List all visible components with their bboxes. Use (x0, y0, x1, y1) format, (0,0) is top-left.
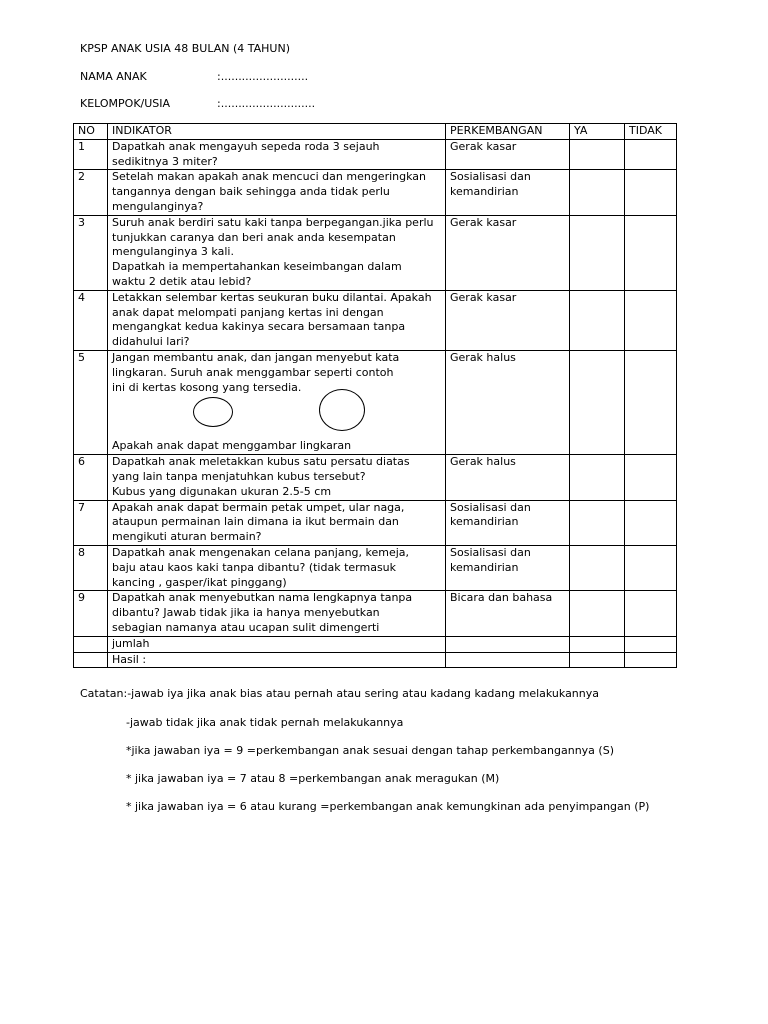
row-number: 3 (74, 215, 108, 290)
tidak-cell[interactable] (625, 139, 677, 170)
indicator-text: Suruh anak berdiri satu kaki tanpa berpegangan.jika perlu tunjukkan caranya dan beri anak anda kesempatan mengulanginya 3 kali. Dapatkah ia mempertahankan keseimbangan dalam waktu 2 detik atau lebid? (108, 215, 446, 290)
circle-examples (112, 395, 441, 439)
development-area: Sosialisasi dan kemandirian (446, 500, 570, 545)
table-row (74, 500, 677, 545)
tidak-cell[interactable] (625, 591, 677, 636)
table-row (74, 350, 677, 454)
row-number: 2 (74, 170, 108, 215)
name-field (80, 70, 309, 84)
table-row (74, 290, 677, 350)
form-title: KPSP ANAK USIA 48 BULAN (4 TAHUN) (80, 42, 290, 55)
tidak-cell[interactable] (625, 455, 677, 500)
result-label: Hasil : (108, 652, 446, 668)
circle-example-icon (193, 397, 233, 427)
indicator-text: Apakah anak dapat bermain petak umpet, ular naga, ataupun permainan lain dimana ia ikut bermain dan mengikuti aturan bermain? (108, 500, 446, 545)
development-area: Gerak kasar (446, 139, 570, 170)
tidak-cell[interactable] (625, 545, 677, 590)
table-row (74, 545, 677, 590)
indicator-text: Letakkan selembar kertas seukuran buku dilantai. Apakah anak dapat melompati panjang kertas ini dengan mengangkat kedua kakinya secara bersamaan tanpa didahului lari? (108, 290, 446, 350)
tidak-cell[interactable] (625, 170, 677, 215)
result-row (74, 652, 677, 668)
ya-total-cell[interactable] (570, 636, 625, 652)
table-row (74, 215, 677, 290)
ya-cell[interactable] (570, 591, 625, 636)
indicator-text: Jangan membantu anak, dan jangan menyebut kata lingkaran. Suruh anak menggambar seperti contoh ini di kertas kosong yang tersedia. (112, 350, 400, 394)
row-number: 5 (74, 350, 108, 454)
development-area: Gerak halus (446, 455, 570, 500)
table-row (74, 139, 677, 170)
tidak-total-cell[interactable] (625, 636, 677, 652)
note-line: Catatan:-jawab iya jika anak bias atau pernah atau sering atau kadang kadang melakukannya (80, 687, 599, 700)
row-number: 6 (74, 455, 108, 500)
table-row (74, 170, 677, 215)
ya-cell[interactable] (570, 455, 625, 500)
indicator-text: Dapatkah anak menyebutkan nama lengkapnya tanpa dibantu? Jawab tidak jika ia hanya menyebutkan sebagian namanya atau ucapan sulit dimengerti (108, 591, 446, 636)
col-header-perkembangan: PERKEMBANGAN (446, 124, 570, 140)
col-header-indikator: INDIKATOR (108, 124, 446, 140)
col-header-no: NO (74, 124, 108, 140)
total-label: jumlah (108, 636, 446, 652)
indicator-text: Dapatkah anak mengenakan celana panjang, kemeja, baju atau kaos kaki tanpa dibantu? (tidak termasuk kancing , gasper/ikat pinggang) (108, 545, 446, 590)
note-line: * jika jawaban iya = 7 atau 8 =perkembangan anak meragukan (M) (126, 772, 500, 785)
development-area: Bicara dan bahasa (446, 591, 570, 636)
table-header-row (74, 124, 677, 140)
group-field (80, 97, 316, 111)
development-area: Gerak kasar (446, 215, 570, 290)
total-row (74, 636, 677, 652)
circle-example-icon (319, 389, 365, 431)
ya-cell[interactable] (570, 545, 625, 590)
tidak-cell[interactable] (625, 350, 677, 454)
row-number: 9 (74, 591, 108, 636)
ya-cell[interactable] (570, 500, 625, 545)
group-label: KELOMPOK/USIA (80, 97, 171, 110)
indicator-text: Setelah makan apakah anak mencuci dan mengeringkan tangannya dengan baik sehingga anda tidak perlu mengulanginya? (108, 170, 446, 215)
development-area: Sosialisasi dan kemandirian (446, 545, 570, 590)
ya-cell[interactable] (570, 139, 625, 170)
col-header-tidak: TIDAK (625, 124, 677, 140)
row-number: 1 (74, 139, 108, 170)
note-line: *jika jawaban iya = 9 =perkembangan anak sesuai dengan tahap perkembangannya (S) (126, 744, 614, 757)
ya-cell[interactable] (570, 290, 625, 350)
ya-cell[interactable] (570, 215, 625, 290)
indicator-question: Apakah anak dapat menggambar lingkaran (112, 439, 352, 453)
note-line: * jika jawaban iya = 6 atau kurang =perkembangan anak kemungkinan ada penyimpangan (P) (126, 800, 650, 813)
kpsp-table (73, 123, 677, 668)
row-number: 7 (74, 500, 108, 545)
tidak-cell[interactable] (625, 215, 677, 290)
row-number: 8 (74, 545, 108, 590)
tidak-cell[interactable] (625, 290, 677, 350)
indicator-cell (108, 350, 446, 454)
tidak-cell[interactable] (625, 500, 677, 545)
row-number: 4 (74, 290, 108, 350)
indicator-text: Dapatkah anak meletakkan kubus satu persatu diatas yang lain tanpa menjatuhkan kubus tersebut? Kubus yang digunakan ukuran 2.5-5 cm (108, 455, 446, 500)
group-value: :........................... (217, 97, 316, 110)
col-header-ya: YA (570, 124, 625, 140)
ya-cell[interactable] (570, 350, 625, 454)
indicator-text: Dapatkah anak mengayuh sepeda roda 3 sejauh sedikitnya 3 miter? (108, 139, 446, 170)
ya-cell[interactable] (570, 170, 625, 215)
table-row (74, 455, 677, 500)
note-line: -jawab tidak jika anak tidak pernah melakukannya (126, 716, 404, 729)
name-label: NAMA ANAK (80, 70, 147, 83)
development-area: Sosialisasi dan kemandirian (446, 170, 570, 215)
development-area: Gerak kasar (446, 290, 570, 350)
development-area: Gerak halus (446, 350, 570, 454)
name-value: :......................... (217, 70, 309, 83)
table-row (74, 591, 677, 636)
